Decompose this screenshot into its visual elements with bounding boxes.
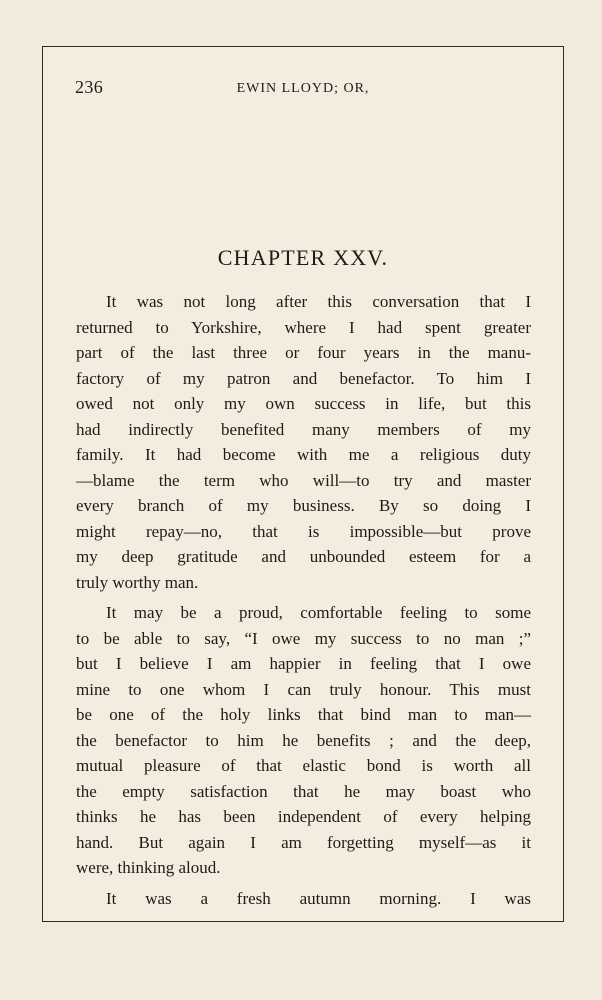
text-line: factory of my patron and benefactor. To him I (76, 368, 531, 388)
text-line: mutual pleasure of that elastic bond is worth all (76, 756, 531, 775)
paragraph-3 (76, 886, 531, 912)
running-head (75, 77, 531, 101)
chapter-heading: CHAPTER XXV. (217, 245, 389, 270)
running-title: EWIN LLOYD; OR, (236, 81, 370, 96)
text-line: were, thinking aloud. (76, 858, 221, 877)
text-line: It was a fresh autumn morning. I was (106, 888, 531, 908)
text-line: —blame the term who will—to try and master (76, 470, 531, 490)
page-frame (42, 46, 564, 922)
text-line: truly worthy man. (76, 572, 199, 592)
text-line: It was not long after this conversation that I (106, 292, 531, 311)
text-line: returned to Yorkshire, where I had spent greater (76, 317, 531, 337)
text-line: family. It had become with me a religious duty (76, 445, 531, 464)
page-number: 236 (75, 77, 104, 97)
text-line: be one of the holy links that bind man to man— (76, 705, 531, 724)
text-line: part of the last three or four years in the manu- (76, 343, 531, 362)
text-line: It may be a proud, comfortable feeling to some (106, 603, 531, 622)
text-line: every branch of my business. By so doing I (76, 496, 531, 515)
body-text (76, 289, 531, 911)
text-line: the benefactor to him he benefits ; and the deep, (76, 730, 531, 750)
paragraph-1 (76, 289, 531, 595)
text-line: but I believe I am happier in feeling that I owe (76, 654, 531, 673)
text-line: thinks he has been independent of every helping (76, 807, 531, 826)
paragraph-2 (76, 600, 531, 881)
text-line: hand. But again I am forgetting myself—as it (76, 832, 531, 852)
text-line: the empty satisfaction that he may boast who (76, 781, 531, 801)
text-line: my deep gratitude and unbounded esteem for a (76, 547, 531, 566)
text-line: owed not only my own success in life, but this (76, 394, 531, 413)
text-line: to be able to say, “I owe my success to no man ;” (76, 628, 531, 648)
text-line: had indirectly benefited many members of my (76, 419, 531, 439)
text-line: might repay—no, that is impossible—but prove (76, 521, 531, 541)
text-line: mine to one whom I can truly honour. This must (76, 679, 531, 699)
